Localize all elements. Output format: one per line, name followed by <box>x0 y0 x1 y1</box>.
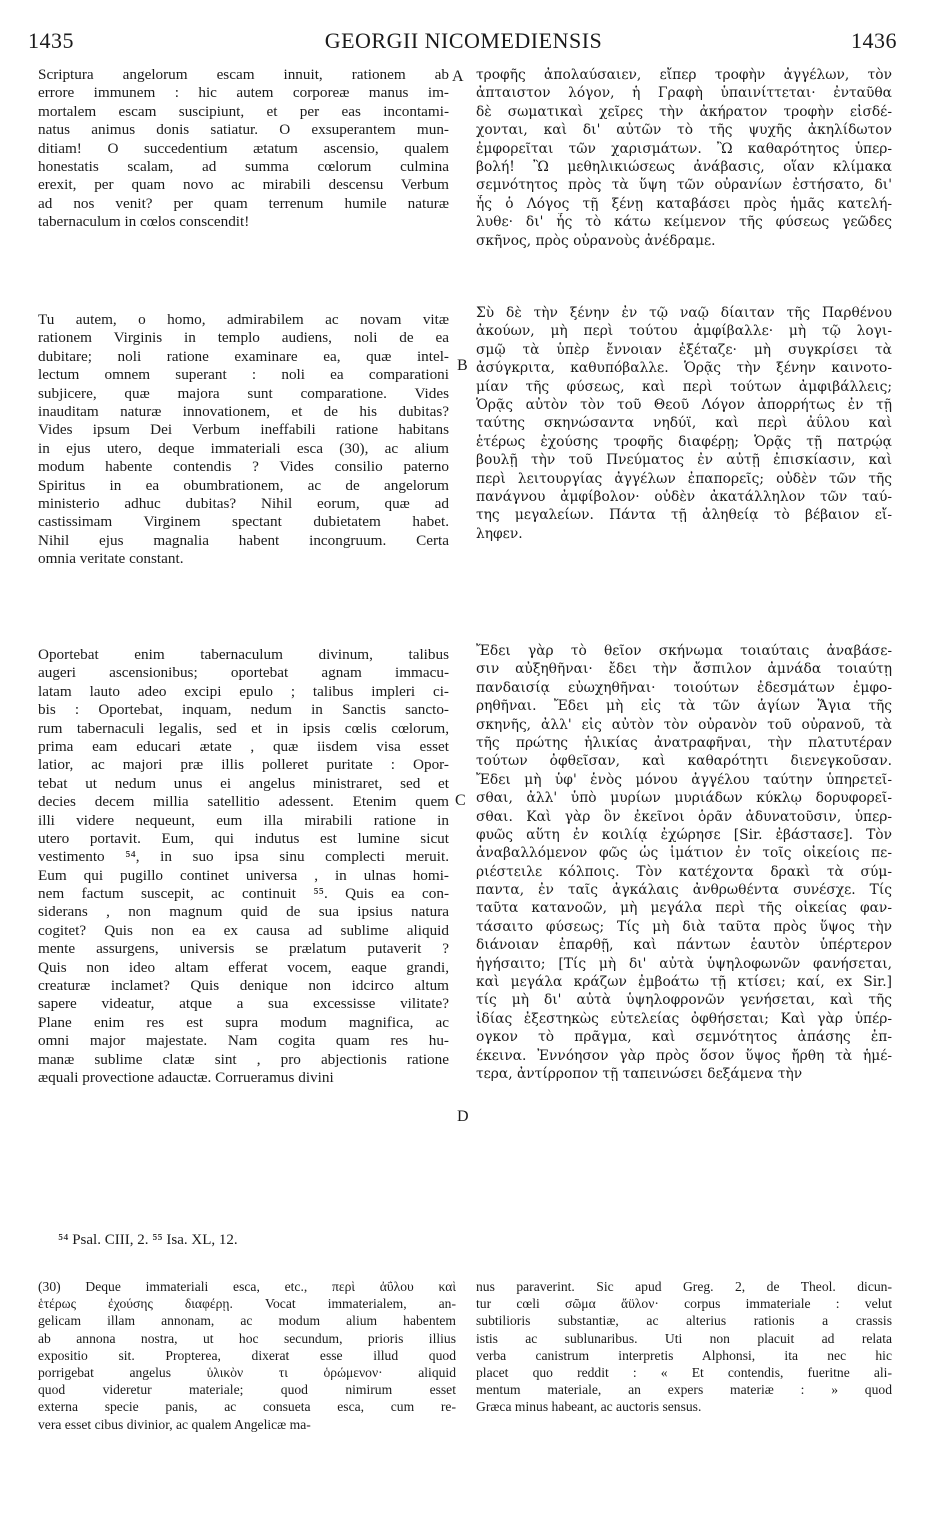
text-line: latam lauto adeo excipi epulo ; talibus impleri ci- <box>38 682 449 700</box>
text-line: ab annona nostra, ut hoc secundum, prioris illius <box>38 1330 456 1346</box>
page-number-right: 1436 <box>851 28 897 53</box>
text-line: latior, ac majori præ illis polleret puritate : Opor- <box>38 756 449 774</box>
text-line: Oportebat enim tabernaculum divinum, talibus <box>38 646 449 663</box>
margin-marker-d: D <box>457 1108 469 1125</box>
greek-paragraph-1 <box>476 66 892 250</box>
text-line: omnia veritate constant. <box>38 550 184 568</box>
text-line: errore immunem : hic autem corporeæ manus im- <box>38 84 449 102</box>
text-line: ταῦτα κατανοῶν, μὴ μεγάλα περὶ τῆς οἰκείας φαν- <box>476 900 892 917</box>
text-line: ρηθῆναι. Ἔδει μὴ εἰς τὰ τῶν ἁγίων Ἅγια τῆς <box>476 698 892 715</box>
text-line: natus animus donis satiatur. O exsuperantem mun- <box>38 121 449 139</box>
text-line: manæ sublime clatæ sint , pro abjectionis ratione <box>38 1050 449 1068</box>
text-line: istis ac sublunaribus. Uti non placuit ad relata <box>476 1330 892 1346</box>
text-line: τερα, ἀντίρροπον τῇ ταπεινώσει δεξάμενα τὴν <box>476 1065 803 1082</box>
text-line: ταύτης σκηνώσαντα νηδύϊ, καὶ περὶ ἀΰλου καὶ <box>476 415 892 432</box>
note-right-column <box>476 1278 892 1416</box>
text-line: mortalem escam suscipiunt, et per eas incontami- <box>38 102 449 120</box>
text-line: nus paraverint. Sic apud Greg. 2, de Theol. dicun- <box>476 1279 892 1294</box>
text-line: Ἔδει μὴ ὑφ' ἑνὸς μόνου ἀγγέλου ταύτην ὑπηρετεῖ- <box>476 771 892 788</box>
greek-paragraph-2 <box>476 304 892 543</box>
text-line: ριέστειλε κόλποις. Τὸν κατέχοντα δρακὶ τὰ σύμ- <box>476 863 892 880</box>
margin-marker-a: A <box>452 68 464 85</box>
text-line: βολή! Ὢ μεθηλικιώσεως ἀνάβασις, οἵαν κλίμακα <box>476 158 892 175</box>
text-line: σθαι. Καὶ γὰρ ὃν ἐκεῖνοι ὁρᾶν ἀδυνατοῦσιν, ὑπερ- <box>476 808 892 825</box>
text-line: ἀσύγκριτα, καθυπόβαλλε. Ὁρᾷς τὴν ξένην καινοτο- <box>476 360 892 377</box>
text-line: porrigebat angelus ὑλικὸν τι ὁρώμενον· aliquid <box>38 1364 456 1380</box>
text-line: verba canistrum interpretis Alphonsi, ita nec hic <box>476 1347 892 1363</box>
text-line: Græca minus habeant, ac auctoris sensus. <box>476 1399 702 1415</box>
text-line: δὲ σωματικαὶ χεῖρες τὴν ἀκήρατον τροφὴν εἰσδέ- <box>476 103 892 120</box>
text-line: prima eam educari ætate , quæ iisdem visa esset <box>38 737 449 755</box>
text-line: ἧς ὁ Λόγος τῇ ξένῃ καταβάσει πρὸς ἡμᾶς κατελή- <box>476 195 892 212</box>
text-line: ληφεν. <box>476 525 523 542</box>
text-line: μίαν τῆς φύσεως, καὶ περὶ τούτων ἀμφιβάλλεις; <box>476 378 892 395</box>
text-line: σιν αὐξηθῆναι· ἔδει τὴν ἄσπιλον ἀμνάδα τοιαύτῃ <box>476 661 892 678</box>
text-line: φυῶς αὕτη ἐν κοιλίᾳ ἐχώρησε [Sir. ἐβάστασε]. Τὸν <box>476 826 892 843</box>
text-line: ἀκούων, μὴ περὶ τούτου ἀμφίβαλλε· μὴ τῷ λογι- <box>476 323 892 340</box>
text-line: Quis non ideo altam efferat vocem, eaque grandi, <box>38 958 449 976</box>
text-line: σμῷ τὰ ὑπὲρ ἔννοιαν ἐξέταζε· μὴ συγκρίσει τὰ <box>476 341 892 358</box>
text-line: honestatis scalam, ad summa cœlorum culmina <box>38 157 449 175</box>
text-line: sapere videatur, atque a sua excessisse vilitate? <box>38 995 449 1013</box>
margin-marker-c: C <box>455 792 466 809</box>
text-line: τῆς πρώτης ἡλικίας ἀνατραφῆναι, τὴν πλατυτέραν <box>476 734 892 751</box>
text-line: erexit, per quam novo ac mirabili descensu Verbum <box>38 176 449 194</box>
text-line: Vides ipsum Dei Verbum ineffabili ratione habitans <box>38 421 449 439</box>
text-line: ἡγήσαιτο; [Τίς μὴ δι' αὐτὰ ὑψηλοφωνῶν φανήσεται, <box>476 955 892 972</box>
text-line: siderans , non magnum quid de sua ipsius natura <box>38 903 449 921</box>
text-line: illi videre nequeunt, eum illa mirabili ratione in <box>38 811 449 829</box>
text-line: Ἔδει γὰρ τὸ θεῖον σκήνωμα τοιαύταις ἀναβάσε- <box>476 643 892 659</box>
text-line: tebat ut nedum unus ei angelus ministraret, sed et <box>38 774 449 792</box>
text-line: ministerio adhuc dubitas? Nihil eorum, quæ ad <box>38 494 449 512</box>
text-line: Spiritus in ea obumbrationem, ac de angelorum <box>38 476 449 494</box>
text-line: augeri ascensionibus; oportebat agnam immacu- <box>38 664 449 682</box>
text-line: σθαι, ἀλλ' ὑπὸ μυρίων μυριάδων κύκλῳ δορυφορεῖ- <box>476 790 892 807</box>
text-line: cogitet? Quis non ea ex causa ad sublime aliquid <box>38 921 449 939</box>
text-line: διάνοιαν ἐπαρθῇ, καὶ πάντων ἑαυτὸν ὑπέρτερον <box>476 937 892 954</box>
text-line: σκηνῆς, ἀλλ' εἰς αὐτὸν τὸν οὐρανὸν τοῦ οὐρανοῦ, τὰ <box>476 716 892 733</box>
text-line: τίς μὴ δι' αὐτὰ ὑψηλοφρονῶν γενήσεται, καὶ τῆς <box>476 992 892 1009</box>
text-line: σκῆνος, πρὸς οὐρανοὺς ἀνέδραμε. <box>476 232 716 249</box>
margin-marker-b: B <box>457 357 468 374</box>
text-line: Tu autem, o homo, admirabilem ac novam vitæ <box>38 311 449 328</box>
text-line: λυθε· δι' ἧς τὸ κάτω κείμενον τῆς φύσεως γεῶδες <box>476 214 892 231</box>
text-line: βουλῇ τὴν τοῦ Πνεύματος ἐν αὐτῇ ἐπισκίασιν, καὶ <box>476 452 892 469</box>
text-line: rationem Virginis in templo audiens, noli de ea <box>38 329 449 347</box>
text-line: omni major majestate. Nam cogita quam res hu- <box>38 1032 449 1050</box>
text-line: τάσαιτο φύσεως; Τίς μὴ διὰ ταῦτα πρὸς ὕψος τὴν <box>476 918 892 935</box>
text-line: χονται, καὶ δι' αὐτῶν τὸ τῆς ψυχῆς ἀκηλίδωτον <box>476 122 892 139</box>
greek-paragraph-3 <box>476 642 892 1083</box>
text-line: ογκον τὸ πρᾶγμα, καὶ σεμνότητος ἀπάσης ἐπ- <box>476 1029 892 1046</box>
text-line: rum tabernaculi legalis, sed et in ipsis cœlis cœlorum, <box>38 719 449 737</box>
text-line: ἑτέρως ἐχούσης διαφέρῃ. Vocat immaterialem, an- <box>38 1296 456 1312</box>
text-line: placet quo reddit : « Et contendis, fueritne ali- <box>476 1364 892 1380</box>
text-line: ἑτέρως ἐχούσης τροφῆς διαφέρῃ; Ὁρᾷς τῇ πατρῴᾳ <box>476 433 892 450</box>
text-line: vestimento ⁵⁴, in suo ipsa sinu complecti meruit. <box>38 848 449 866</box>
text-line: ἀναβαλλόμενον φῶς ὡς ἱμάτιον ἐν τοῖς οἰκείοις πε- <box>476 845 892 862</box>
text-line: έκεινα. Ἐννόησον γὰρ πρὸς ὅσον ὕψος ἤρθη τὰ ἡμέ- <box>476 1047 892 1064</box>
text-line: quod videretur materiale; quod nimirum esset <box>38 1382 456 1398</box>
text-line: mentum materiale, an expers materiæ : » quod <box>476 1382 892 1398</box>
latin-paragraph-3 <box>38 646 449 1087</box>
text-line: πανδαισίᾳ εὐωχηθῆναι· τοιούτων ἐδεσμάτων ἐμφο- <box>476 679 892 696</box>
text-line: σεμνότητος πρὸς τὰ ὕψη τῶν οὐρανίων ἐστήσατο, δι' <box>476 177 892 194</box>
text-line: nem factum suscepit, ac continuit ⁵⁵. Quis ea con- <box>38 885 449 903</box>
running-title: GEORGII NICOMEDIENSIS <box>324 28 603 53</box>
text-line: ditiam! O succedentium ætatum ascensio, qualem <box>38 139 449 157</box>
note-left-column <box>38 1278 456 1433</box>
text-line: subjicere, quæ majora sunt comparatione. Vides <box>38 384 449 402</box>
text-line: vera esset cibus divinior, ac qualem Angelicæ ma- <box>38 1416 311 1432</box>
text-line: πανάγνου ἀμφίβολον· οὐδὲν ἀκατάλληλον τῶν ταύ- <box>476 488 892 505</box>
text-line: ad nos venit? per quam terrenum humile naturæ <box>38 194 449 212</box>
text-line: lectum omnem superant : noli ea comparationi <box>38 366 449 384</box>
text-line: ἀπταιστον λόγον, ἡ Γραφὴ ὑπαινίττεται· ἐνταῦθα <box>476 85 892 102</box>
text-line: Nihil ejus magnalia habent incongruum. Certa <box>38 531 449 549</box>
text-line: καὶ μεγάλα κράζων ἐμβοάτω τῇ κτίσει; καί, ex Sir.] <box>476 974 892 991</box>
text-line: της μεγαλείων. Πάντα τῇ ἀληθείᾳ τὸ βέβαιον εἴ- <box>476 507 892 524</box>
text-line: tabernaculum in cœlos conscendit! <box>38 213 250 231</box>
text-line: modum habente contendis ? Vides consilio paterno <box>38 458 449 476</box>
text-line: in ejus utero, deque immateriali esca (30), ac alium <box>38 439 449 457</box>
text-line: castissimam Virginem spectant dubietatem habet. <box>38 513 449 531</box>
text-line: Plane enim res est supra modum magnifica, ac <box>38 1013 449 1031</box>
latin-paragraph-2 <box>38 311 449 568</box>
text-line: (30) Deque immateriali esca, etc., περὶ ἀΰλου καὶ <box>38 1279 456 1294</box>
text-line: subtilioris substantiæ, ac alterius rationis a crassis <box>476 1313 892 1329</box>
text-line: περὶ λειτουργίας ἀγγέλων ἐπαπορεῖς; οὐδὲν τῶν τῆς <box>476 470 892 487</box>
text-line: παντα, ἐν ταῖς ἀγκάλαις ἀνθρωθέντα συνέσχε. Τίς <box>476 882 892 899</box>
text-line: ἰδίας ἐξεστηκὼς εὐτελείας ὀφθήσεται; Καὶ γὰρ ὑπέρ- <box>476 1010 892 1027</box>
latin-paragraph-1 <box>38 66 449 232</box>
text-line: Σὺ δὲ τὴν ξένην ἐν τῷ ναῷ δίαιταν τῆς Παρθένου <box>476 305 892 321</box>
footnote-references: ⁵⁴ Psal. CIII, 2. ⁵⁵ Isa. XL, 12. <box>58 1232 238 1248</box>
text-line: τούτων ὀφθεῖσαν, καὶ καθαρότητι διενεγκοῦσαν. <box>476 753 892 770</box>
text-line: gelicam illam annonam, ac modum alium habentem <box>38 1313 456 1329</box>
text-line: Scriptura angelorum escam innuit, rationem ab <box>38 66 449 83</box>
text-line: τροφῆς ἀπολαύσαιεν, εἴπερ τροφὴν ἀγγέλων, τὸν <box>476 67 892 83</box>
text-line: æquali provectione adauctæ. Corrueramus divini <box>38 1068 334 1086</box>
text-line: mente assurgens, universis se prælatum putaverit ? <box>38 940 449 958</box>
text-line: utero portavit. Eum, qui indutus est lumine sicut <box>38 829 449 847</box>
text-line: tur cœli σῶμα ἄϋλον· corpus immateriale : velut <box>476 1296 892 1312</box>
text-line: Ὁρᾷς αὐτὸν τὸν τοῦ Θεοῦ Λόγον ἀπορρήτως ἐν τῇ <box>476 396 892 413</box>
page-number-left: 1435 <box>28 28 74 53</box>
text-line: inauditam naturæ innovationem, et de his dubitas? <box>38 402 449 420</box>
text-line: externa specie panis, ac consueta esca, cum re- <box>38 1399 456 1415</box>
text-line: expositio sit. Propterea, dixerat esse illud quod <box>38 1347 456 1363</box>
text-line: Eum qui pugillo continet universa , in ulnas homi- <box>38 866 449 884</box>
text-line: creaturæ inclamet? Quis denique non idcirco altum <box>38 977 449 995</box>
text-line: dubitare; noli ratione examinare ea, quæ intel- <box>38 347 449 365</box>
text-line: bis : Oportebat, inquam, nedum in Sanctis sancto- <box>38 701 449 719</box>
text-line: ἐμφορεῖται τῶν χαρισμάτων. Ὢ καθαρότητος ὑπερ- <box>476 140 892 157</box>
text-line: decies decem millia satellitio adessent. Etenim quem <box>38 793 449 811</box>
